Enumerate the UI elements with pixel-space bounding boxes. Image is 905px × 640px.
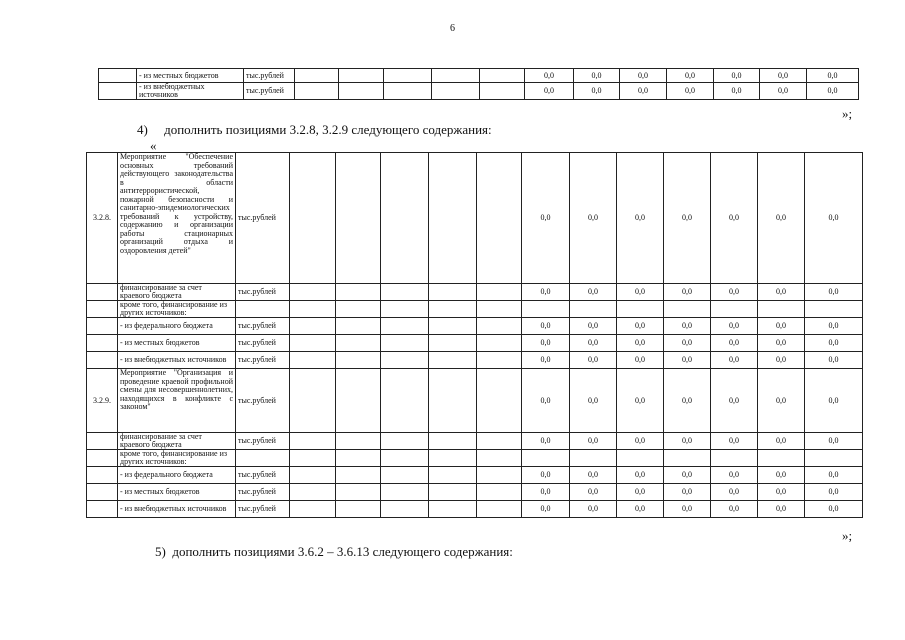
- instruction-item-5: 5) дополнить позициями 3.6.2 – 3.6.13 следующего содержания:: [155, 544, 513, 559]
- value-cell: 0,0: [522, 335, 570, 352]
- empty-cell: [336, 450, 381, 467]
- empty-cell: [336, 301, 381, 318]
- empty-cell: [429, 484, 477, 501]
- empty-cell: [477, 284, 522, 301]
- row-label: - из внебюджетных источников: [118, 352, 236, 369]
- value-cell: 0,0: [617, 153, 664, 284]
- value-cell: 0,0: [522, 467, 570, 484]
- value-cell: 0,0: [667, 69, 714, 83]
- value-cell: [711, 450, 758, 467]
- value-cell: 0,0: [617, 284, 664, 301]
- empty-cell: [295, 69, 339, 83]
- empty-cell: [429, 335, 477, 352]
- value-cell: 0,0: [805, 335, 863, 352]
- value-cell: 0,0: [617, 484, 664, 501]
- empty-cell: [429, 467, 477, 484]
- position-code: [87, 318, 118, 335]
- value-cell: [570, 450, 617, 467]
- value-cell: 0,0: [522, 484, 570, 501]
- unit-cell: тыс.рублей: [236, 318, 290, 335]
- value-cell: [805, 450, 863, 467]
- row-label: кроме того, финансирование из других источников:: [118, 450, 236, 467]
- empty-cell: [290, 352, 336, 369]
- value-cell: 0,0: [664, 318, 711, 335]
- empty-cell: [336, 335, 381, 352]
- empty-cell: [381, 352, 429, 369]
- empty-cell: [432, 83, 480, 100]
- value-cell: 0,0: [522, 153, 570, 284]
- value-cell: 0,0: [525, 83, 574, 100]
- empty-cell: [336, 484, 381, 501]
- empty-cell: [381, 501, 429, 518]
- empty-cell: [290, 318, 336, 335]
- empty-cell: [295, 83, 339, 100]
- value-cell: [617, 301, 664, 318]
- empty-cell: [477, 433, 522, 450]
- empty-cell: [429, 433, 477, 450]
- value-cell: 0,0: [664, 284, 711, 301]
- empty-cell: [339, 83, 384, 100]
- table-row: [87, 284, 863, 301]
- empty-cell: [429, 352, 477, 369]
- empty-cell: [290, 153, 336, 284]
- table-row: [87, 352, 863, 369]
- empty-cell: [429, 153, 477, 284]
- value-cell: 0,0: [807, 83, 859, 100]
- row-label: кроме того, финансирование из других источников:: [118, 301, 236, 318]
- value-cell: 0,0: [570, 484, 617, 501]
- empty-cell: [480, 69, 525, 83]
- position-code: [87, 284, 118, 301]
- value-cell: 0,0: [617, 335, 664, 352]
- empty-cell: [477, 501, 522, 518]
- table-row: [99, 69, 859, 83]
- value-cell: 0,0: [570, 153, 617, 284]
- value-cell: 0,0: [807, 69, 859, 83]
- empty-cell: [336, 501, 381, 518]
- value-cell: 0,0: [711, 153, 758, 284]
- value-cell: [522, 301, 570, 318]
- value-cell: 0,0: [617, 501, 664, 518]
- value-cell: 0,0: [522, 318, 570, 335]
- value-cell: 0,0: [805, 501, 863, 518]
- value-cell: 0,0: [711, 318, 758, 335]
- table-row: [87, 335, 863, 352]
- unit-cell: тыс.рублей: [236, 433, 290, 450]
- unit-cell: тыс.рублей: [236, 467, 290, 484]
- value-cell: [711, 301, 758, 318]
- value-cell: 0,0: [570, 433, 617, 450]
- empty-cell: [336, 318, 381, 335]
- empty-cell: [429, 301, 477, 318]
- value-cell: 0,0: [522, 369, 570, 433]
- value-cell: 0,0: [760, 69, 807, 83]
- position-code: 3.2.9.: [87, 369, 118, 433]
- empty-cell: [381, 369, 429, 433]
- value-cell: 0,0: [620, 69, 667, 83]
- value-cell: 0,0: [711, 467, 758, 484]
- unit-cell: тыс.рублей: [244, 83, 295, 100]
- value-cell: [758, 450, 805, 467]
- empty-cell: [336, 467, 381, 484]
- value-cell: 0,0: [570, 467, 617, 484]
- value-cell: 0,0: [617, 318, 664, 335]
- empty-cell: [477, 484, 522, 501]
- page-number: 6: [450, 23, 455, 34]
- table-row: [87, 301, 863, 318]
- position-code: [87, 352, 118, 369]
- unit-cell: тыс.рублей: [236, 335, 290, 352]
- empty-cell: [336, 369, 381, 433]
- table-row: [99, 83, 859, 100]
- position-code: [87, 467, 118, 484]
- empty-cell: [477, 467, 522, 484]
- unit-cell: [236, 450, 290, 467]
- value-cell: 0,0: [711, 501, 758, 518]
- row-label: Мероприятие "Обеспечение основных требований действующего законодательства в области антитеррористической, пожарной безопасности и санитарно-эпидемиологических требований к устройству, содержанию и организации работы стационарных организаций отдыха и оздоровления детей": [118, 153, 236, 284]
- empty-cell: [477, 335, 522, 352]
- value-cell: [522, 450, 570, 467]
- code-cell: [99, 69, 137, 83]
- opening-quote: «: [150, 138, 157, 153]
- empty-cell: [381, 153, 429, 284]
- value-cell: 0,0: [522, 501, 570, 518]
- empty-cell: [429, 369, 477, 433]
- empty-cell: [336, 433, 381, 450]
- main-table: [86, 152, 863, 518]
- table-row: [87, 484, 863, 501]
- value-cell: 0,0: [758, 335, 805, 352]
- value-cell: 0,0: [664, 335, 711, 352]
- unit-cell: тыс.рублей: [236, 501, 290, 518]
- empty-cell: [432, 69, 480, 83]
- value-cell: 0,0: [758, 318, 805, 335]
- empty-cell: [290, 369, 336, 433]
- value-cell: [664, 450, 711, 467]
- empty-cell: [480, 83, 525, 100]
- value-cell: [570, 301, 617, 318]
- value-cell: 0,0: [570, 352, 617, 369]
- value-cell: 0,0: [570, 501, 617, 518]
- row-label: - из внебюджетных источников: [137, 83, 244, 100]
- unit-cell: [236, 301, 290, 318]
- top-table: [98, 68, 859, 100]
- value-cell: 0,0: [667, 83, 714, 100]
- empty-cell: [381, 484, 429, 501]
- value-cell: 0,0: [805, 318, 863, 335]
- value-cell: 0,0: [570, 284, 617, 301]
- unit-cell: тыс.рублей: [236, 352, 290, 369]
- value-cell: 0,0: [617, 467, 664, 484]
- value-cell: 0,0: [805, 153, 863, 284]
- value-cell: 0,0: [711, 484, 758, 501]
- value-cell: 0,0: [758, 284, 805, 301]
- value-cell: 0,0: [522, 284, 570, 301]
- empty-cell: [336, 284, 381, 301]
- value-cell: [805, 301, 863, 318]
- empty-cell: [381, 335, 429, 352]
- value-cell: 0,0: [574, 83, 620, 100]
- empty-cell: [381, 301, 429, 318]
- empty-cell: [290, 335, 336, 352]
- empty-cell: [381, 318, 429, 335]
- value-cell: 0,0: [617, 369, 664, 433]
- value-cell: 0,0: [711, 335, 758, 352]
- empty-cell: [290, 484, 336, 501]
- empty-cell: [429, 501, 477, 518]
- empty-cell: [384, 69, 432, 83]
- value-cell: 0,0: [664, 501, 711, 518]
- value-cell: 0,0: [664, 369, 711, 433]
- value-cell: 0,0: [758, 484, 805, 501]
- value-cell: 0,0: [522, 433, 570, 450]
- row-label: - из местных бюджетов: [118, 484, 236, 501]
- empty-cell: [290, 450, 336, 467]
- position-code: [87, 301, 118, 318]
- value-cell: 0,0: [758, 369, 805, 433]
- table-row: [87, 369, 863, 433]
- value-cell: 0,0: [664, 433, 711, 450]
- empty-cell: [477, 352, 522, 369]
- empty-cell: [477, 369, 522, 433]
- value-cell: 0,0: [760, 83, 807, 100]
- table-row: [87, 433, 863, 450]
- table-row: [87, 450, 863, 467]
- value-cell: 0,0: [711, 433, 758, 450]
- table-row: [87, 501, 863, 518]
- value-cell: 0,0: [525, 69, 574, 83]
- value-cell: 0,0: [714, 83, 760, 100]
- position-code: 3.2.8.: [87, 153, 118, 284]
- value-cell: 0,0: [805, 484, 863, 501]
- empty-cell: [290, 301, 336, 318]
- empty-cell: [290, 433, 336, 450]
- value-cell: [617, 450, 664, 467]
- value-cell: 0,0: [758, 352, 805, 369]
- empty-cell: [429, 284, 477, 301]
- value-cell: 0,0: [664, 153, 711, 284]
- empty-cell: [381, 284, 429, 301]
- value-cell: 0,0: [664, 467, 711, 484]
- empty-cell: [290, 501, 336, 518]
- empty-cell: [290, 467, 336, 484]
- unit-cell: тыс.рублей: [236, 284, 290, 301]
- row-label: Мероприятие "Организация и проведение краевой профильной смены для несовершеннолетних, находящихся в конфликте с законом": [118, 369, 236, 433]
- empty-cell: [477, 318, 522, 335]
- value-cell: 0,0: [758, 467, 805, 484]
- value-cell: 0,0: [522, 352, 570, 369]
- instruction-item-4: 4) дополнить позициями 3.2.8, 3.2.9 следующего содержания:: [137, 122, 492, 137]
- row-label: финансирование за счет краевого бюджета: [118, 433, 236, 450]
- code-cell: [99, 83, 137, 100]
- empty-cell: [381, 467, 429, 484]
- value-cell: 0,0: [758, 501, 805, 518]
- value-cell: 0,0: [617, 352, 664, 369]
- value-cell: 0,0: [758, 153, 805, 284]
- value-cell: 0,0: [805, 284, 863, 301]
- table-row: [87, 153, 863, 284]
- unit-cell: тыс.рублей: [244, 69, 295, 83]
- value-cell: 0,0: [714, 69, 760, 83]
- value-cell: 0,0: [620, 83, 667, 100]
- empty-cell: [384, 83, 432, 100]
- row-label: - из местных бюджетов: [118, 335, 236, 352]
- empty-cell: [381, 433, 429, 450]
- value-cell: 0,0: [574, 69, 620, 83]
- value-cell: 0,0: [570, 369, 617, 433]
- value-cell: 0,0: [664, 352, 711, 369]
- value-cell: 0,0: [570, 318, 617, 335]
- row-label: - из федерального бюджета: [118, 318, 236, 335]
- row-label: - из местных бюджетов: [137, 69, 244, 83]
- position-code: [87, 433, 118, 450]
- row-label: - из внебюджетных источников: [118, 501, 236, 518]
- position-code: [87, 335, 118, 352]
- value-cell: 0,0: [805, 467, 863, 484]
- value-cell: 0,0: [805, 369, 863, 433]
- row-label: финансирование за счет краевого бюджета: [118, 284, 236, 301]
- empty-cell: [336, 153, 381, 284]
- table-row: [87, 318, 863, 335]
- unit-cell: тыс.рублей: [236, 369, 290, 433]
- value-cell: 0,0: [758, 433, 805, 450]
- value-cell: 0,0: [711, 352, 758, 369]
- empty-cell: [429, 318, 477, 335]
- position-code: [87, 501, 118, 518]
- position-code: [87, 450, 118, 467]
- closing-quote-2: »;: [842, 528, 853, 543]
- empty-cell: [477, 301, 522, 318]
- value-cell: [664, 301, 711, 318]
- value-cell: 0,0: [805, 433, 863, 450]
- row-label: - из федерального бюджета: [118, 467, 236, 484]
- position-code: [87, 484, 118, 501]
- value-cell: 0,0: [711, 369, 758, 433]
- value-cell: 0,0: [570, 335, 617, 352]
- empty-cell: [290, 284, 336, 301]
- closing-quote: »;: [842, 106, 853, 121]
- empty-cell: [336, 352, 381, 369]
- value-cell: 0,0: [617, 433, 664, 450]
- table-row: [87, 467, 863, 484]
- unit-cell: тыс.рублей: [236, 484, 290, 501]
- value-cell: 0,0: [664, 484, 711, 501]
- value-cell: [758, 301, 805, 318]
- empty-cell: [339, 69, 384, 83]
- value-cell: 0,0: [805, 352, 863, 369]
- empty-cell: [429, 450, 477, 467]
- empty-cell: [477, 450, 522, 467]
- empty-cell: [477, 153, 522, 284]
- value-cell: 0,0: [711, 284, 758, 301]
- empty-cell: [381, 450, 429, 467]
- unit-cell: тыс.рублей: [236, 153, 290, 284]
